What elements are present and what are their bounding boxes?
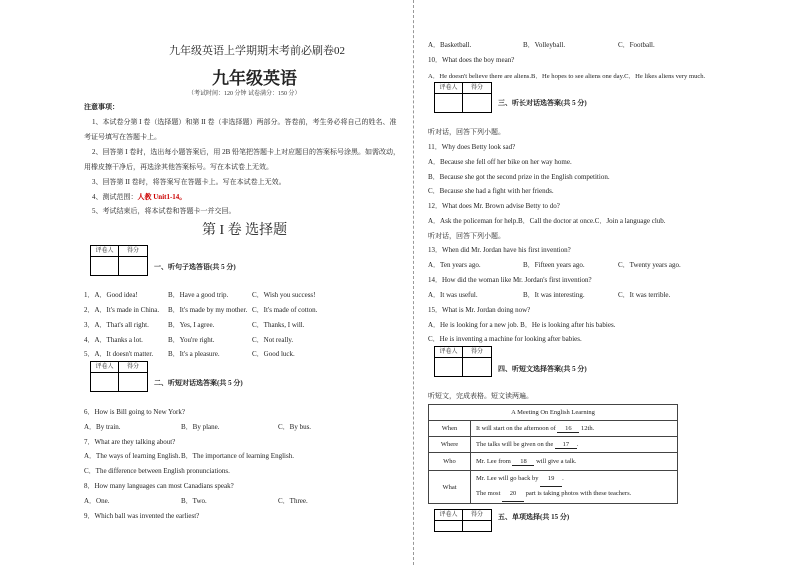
s1-row-1: 1．A．Good idea! B．Have a good trip. C．Wish you success! bbox=[84, 291, 316, 299]
part1-title: 第 I 卷 选择题 bbox=[202, 223, 288, 238]
note-3: 3、回答第 II 卷时，将答案写在答题卡上。写在本试卷上无效。 bbox=[92, 178, 286, 186]
q14-options: A．It was useful. B．It was interesting. C．It was terrible. bbox=[428, 291, 671, 299]
note-2b: 用橡皮擦干净后，再选涂其他答案标号。写在本试卷上无效。 bbox=[84, 163, 273, 171]
meeting-table bbox=[428, 404, 678, 504]
score-box-s5: 评卷人 得分 bbox=[434, 509, 492, 532]
q15-ab: A．He is looking for a new job. B．He is looking after his babies. bbox=[428, 321, 616, 329]
table-row: When It will start on the afternoon of 16 12th. bbox=[429, 421, 678, 437]
exam-title: 九年级英语上学期期末考前必刷卷02 bbox=[169, 45, 345, 57]
q9: 9．Which ball was invented the earliest? bbox=[84, 512, 200, 520]
page-divider bbox=[413, 0, 414, 565]
s1-row-4: 4．A．Thanks a lot. B．You're right. C．Not really. bbox=[84, 336, 294, 344]
q11-c: C．Because she had a fight with her friends. bbox=[428, 187, 554, 195]
blank-20: 20 bbox=[502, 487, 524, 502]
note-4: 4、测试范围：人教 Unit1-14。 bbox=[92, 193, 187, 201]
table-row: What Mr. Lee will go back by 19 . The most 20 part is taking photos with these teachers. bbox=[429, 471, 678, 504]
q11-a: A．Because she fell off her bike on her way home. bbox=[428, 158, 572, 166]
q13-options: A．Ten years ago. B．Fifteen years ago. C．Twenty years ago. bbox=[428, 261, 681, 269]
q13: 13．When did Mr. Jordan have his first invention? bbox=[428, 246, 571, 254]
test-scope: 人教 Unit1-14。 bbox=[137, 193, 187, 201]
section-3-title: 三、听长对话选答案(共 5 分) bbox=[498, 99, 587, 107]
table-row: Where The talks will be given on the 17 . bbox=[429, 437, 678, 453]
s1-row-2: 2．A．It's made in China. B．It's made by my mother. C．It's made of cotton. bbox=[84, 306, 318, 314]
blank-18: 18 bbox=[512, 458, 534, 466]
s1-row-5: 5．A．It doesn't matter. B．It's a pleasure. C．Good luck. bbox=[84, 350, 295, 358]
table-title: A Meeting On English Learning bbox=[429, 405, 678, 421]
section-2-title: 二、听短对话选答案(共 5 分) bbox=[154, 379, 243, 387]
note-5: 5、考试结束后，将本试卷和答题卡一并交回。 bbox=[92, 207, 236, 215]
table-row: Who Mr. Lee from 18 will give a talk. bbox=[429, 453, 678, 471]
section-1-title: 一、听句子选答语(共 5 分) bbox=[154, 263, 236, 271]
q14: 14．How did the woman like Mr. Jordan's first invention? bbox=[428, 276, 592, 284]
q15: 15．What is Mr. Jordan doing now? bbox=[428, 306, 531, 314]
q6: 6．How is Bill going to New York? bbox=[84, 408, 185, 416]
q7-option-c: C．The difference between English pronunciations. bbox=[84, 467, 230, 475]
q7-options-ab: A．The ways of learning English.B．The importance of learning English. bbox=[84, 452, 294, 460]
q11-b: B．Because she got the second prize in the English competition. bbox=[428, 173, 610, 181]
score-box-s1: 评卷人 得分 bbox=[90, 245, 148, 276]
listen-instruction-1: 听对话，回答下列小题。 bbox=[428, 128, 505, 136]
subject-title: 九年级英语 bbox=[212, 69, 297, 88]
listen-instruction-2: 听对话，回答下列小题。 bbox=[428, 232, 505, 240]
q9-options: A．Basketball. B．Volleyball. C．Football. bbox=[428, 41, 655, 49]
listen-instruction-3: 听短文，完成表格。短文读两遍。 bbox=[428, 392, 533, 400]
notes-heading: 注意事项： bbox=[84, 103, 119, 111]
table-title-row bbox=[429, 405, 678, 421]
score-box-s2: 评卷人 得分 bbox=[90, 361, 148, 392]
exam-info: （考试时间：120 分钟 试卷满分：150 分） bbox=[188, 91, 301, 97]
q6-options: A．By train. B．By plane. C．By bus. bbox=[84, 423, 312, 431]
q11: 11．Why does Betty look sad? bbox=[428, 143, 516, 151]
q7: 7．What are they talking about? bbox=[84, 438, 176, 446]
q12: 12．What does Mr. Brown advise Betty to do? bbox=[428, 202, 560, 210]
q8-options: A．One. B．Two. C．Three. bbox=[84, 497, 308, 505]
score-box-s4: 评卷人 得分 bbox=[434, 346, 492, 377]
q8: 8．How many languages can most Canadians speak? bbox=[84, 482, 234, 490]
s1-row-3: 3．A．That's all right. B．Yes, I agree. C．Thanks, I will. bbox=[84, 321, 305, 329]
section-5-title: 五、单项选择(共 15 分) bbox=[498, 513, 570, 521]
q10: 10．What does the boy mean? bbox=[428, 56, 515, 64]
q10-options: A．He doesn't believe there are aliens.B．He hopes to see aliens one day.C．He likes aliens very much. bbox=[428, 73, 706, 80]
q15-c: C．He is inventing a machine for looking after babies. bbox=[428, 335, 582, 343]
blank-16: 16 bbox=[557, 425, 579, 433]
note-1b: 考证号填写在答题卡上。 bbox=[84, 133, 161, 141]
blank-17: 17 bbox=[555, 441, 577, 449]
score-box-s3: 评卷人 得分 bbox=[434, 82, 492, 113]
note-1a: 1、本试卷分第 I 卷（选择题）和第 II 卷（非选择题）两部分。答卷前，考生务必将自己的姓名、准 bbox=[92, 118, 397, 126]
note-2a: 2、回答第 I 卷时，选出每小题答案后，用 2B 铅笔把答题卡上对应题目的答案标号涂黑。如需改动， bbox=[92, 148, 400, 156]
blank-19: 19 bbox=[540, 472, 562, 487]
section-4-title: 四、听短文选择答案(共 5 分) bbox=[498, 365, 587, 373]
q12-options: A．Ask the policeman for help.B．Call the doctor at once.C．Join a language club. bbox=[428, 217, 666, 225]
